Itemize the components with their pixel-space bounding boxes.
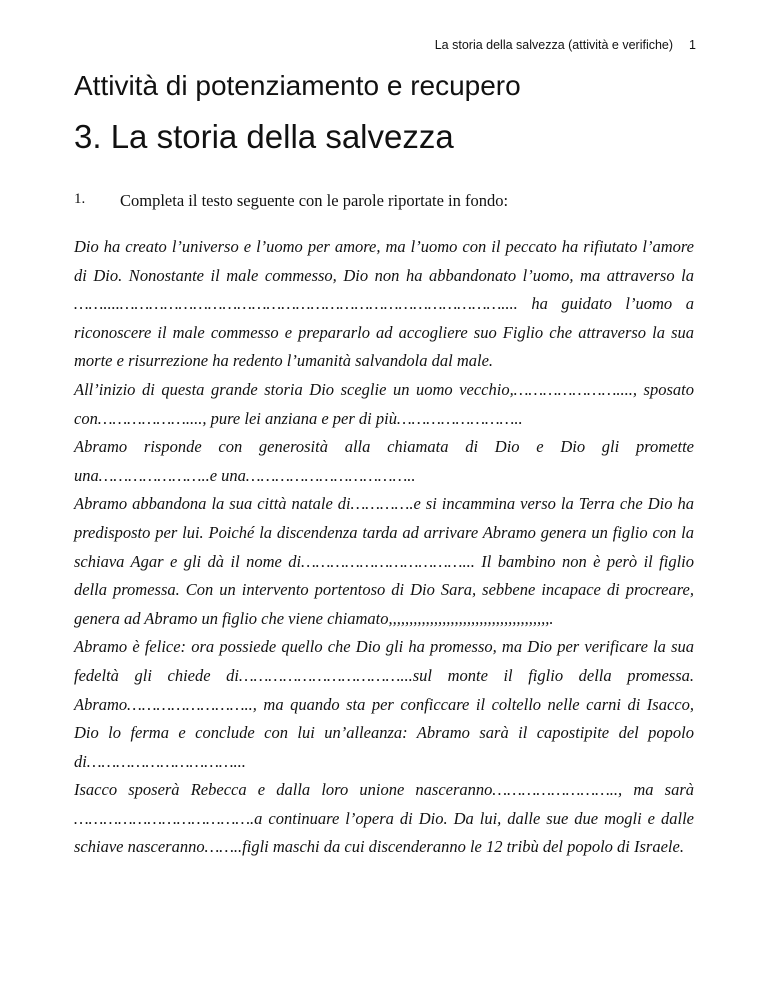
paragraph: Abramo abbandona la sua città natale di………….e si incammina verso la Terra che Dio ha predisposto per lui. Poiché la discendenza tarda ad arrivare Abramo genera un figlio con la schiava Agar e gli dà il nome di……………………………... Il bambino non è però il figlio della promessa. Con un intervento portentoso di Dio Sara, sebbene incapace di procreare, genera ad Abramo un figlio che viene chiamato,,,,,,,,,,,,,,,,,,,,,,,,,,,,,,,,,,,,,,,.	[74, 494, 694, 628]
paragraph: All’inizio di questa grande storia Dio sceglie un uomo vecchio,…………………...., sposato con………………...., pure lei anziana e per di più……………………..	[74, 379, 694, 428]
paragraph: Abramo risponde con generosità alla chiamata di Dio e Dio gli promette una…………………..e una……………………………..	[74, 437, 694, 485]
running-title: La storia della salvezza (attività e verifiche)	[434, 38, 674, 52]
paragraph: Dio ha creato l’universo e l’uomo per amore, ma l’uomo con il peccato ha rifiutato l’amore di Dio. Nonostante il male commesso, Dio non ha abbandonato l’uomo, ma attraverso la ……....…………………………………………………………………….... ha guidato l’uomo a riconoscere il male commesso e prepararlo ad accogliere suo Figlio che attraverso la sua morte e risurrezione ha redento l’umanità salvandola dal male.	[74, 237, 694, 371]
chapter-title: 3. La storia della salvezza	[74, 118, 454, 155]
paragraph: Abramo è felice: ora possiede quello che Dio gli ha promesso, ma Dio per verificare la sua fedeltà gli chiede di……………………………...sul monte il figlio della promessa. Abramo…………………….., ma quando sta per conficcare il coltello nelle carni di Isacco, Dio lo ferma e conclude con lui un’alleanza: Abramo sarà il capostipite del popolo di…………………………...	[74, 637, 694, 771]
exercise-text: Completa il testo seguente con le parole riportate in fondo:	[120, 191, 509, 210]
paragraph: Isacco sposerà Rebecca e dalla loro unione nasceranno…………………….., ma sarà ……………………………….a continuare l’opera di Dio. Da lui, dalle sue due mogli e dalle schiave nasceranno……..figli maschi da cui discenderanno le 12 tribù del popolo di Israele.	[74, 780, 694, 857]
page-number: 1	[689, 38, 696, 52]
section-heading: Attività di potenziamento e recupero	[74, 70, 521, 101]
exercise-number: 1.	[74, 191, 86, 207]
exercise-body	[74, 233, 694, 862]
running-header	[435, 38, 696, 52]
exercise-instruction	[74, 191, 694, 211]
